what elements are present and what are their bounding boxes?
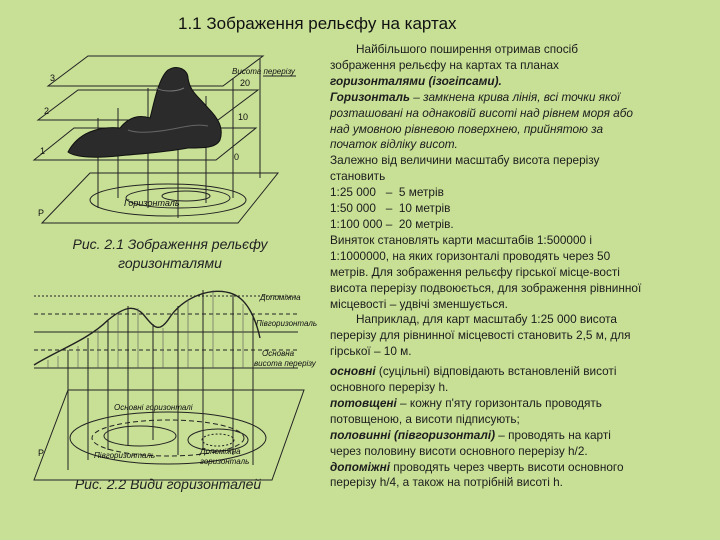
label-contour: Горизонталь: [124, 198, 180, 208]
type-thick-line2: потовщеною, а висоти підписують;: [330, 411, 520, 426]
plane-3: [48, 56, 263, 86]
type-supp-line1: [330, 460, 710, 476]
p2-def-l1: – замкнена крива лінія, всі точки якої: [410, 89, 620, 104]
label-p1: Р: [38, 208, 45, 218]
p5-line1: Наприклад, для карт масштабу 1:25 000 висота: [356, 312, 617, 327]
term-half: половинні (півгоризонталі): [330, 427, 496, 442]
p2-def-l2: розташовані на однаковій висоті над рівнем моря або: [330, 105, 633, 120]
label-half: Півгоризонталь: [256, 319, 318, 328]
figure2-caption: Рис. 2.2 Види горизонталей: [74, 476, 262, 492]
scale-row-2: 1:50 000 – 10 метрів: [330, 201, 451, 216]
slide-title: 1.1 Зображення рельєфу на картах: [178, 14, 457, 33]
label-main-height-2: висота перерізу: [254, 359, 316, 368]
scale-row-1: 1:25 000 – 5 метрів: [330, 185, 444, 200]
type-half-def: – проводять на карті: [495, 427, 611, 442]
type-thick-line1: [330, 396, 710, 412]
p3-line2: становить: [330, 169, 386, 184]
p1-line2: зображення рельєфу на картах та планах: [330, 57, 559, 72]
label-n3: 3: [50, 73, 56, 83]
scale-row-3: 1:100 000 – 20 метрів.: [330, 216, 454, 231]
p4-line1: Виняток становлять карти масштабів 1:500000 і: [330, 232, 592, 247]
type-main-line1: [330, 364, 710, 380]
label-main-height-1: Основна: [262, 349, 295, 358]
p5-line2: перерізу для рівнинної місцевості становить 2,5 м, для: [330, 328, 631, 343]
label-main-contours: Основні горизонталі: [114, 403, 193, 412]
p1-bold: горизонталями (ізогіпсами).: [330, 73, 502, 88]
type-half-line2: через половину висоти основного перерізу h/2.: [330, 443, 588, 458]
p5-line3: гірської – 10 м.: [330, 344, 412, 359]
type-supp-def: проводять через чверть висоти основного: [390, 459, 624, 474]
type-main-line2: основного перерізу h.: [330, 380, 449, 395]
label-p2: Р: [38, 448, 45, 458]
p1-line1: Найбільшого поширення отримав спосіб: [356, 42, 578, 56]
type-half-line1: [330, 428, 710, 444]
type-supp-line2: перерізу h/4, а також на потрібній висоті h.: [330, 475, 563, 490]
p2-def-l4: початок відліку висот.: [330, 137, 458, 152]
type-thick-def: – кожну п'яту горизонталь проводять: [396, 395, 602, 410]
label-n2: 2: [44, 106, 50, 116]
label-v20: 20: [240, 78, 251, 88]
term-contour: Горизонталь: [330, 89, 411, 104]
label-n1: 1: [40, 146, 46, 156]
term-main: основні: [330, 364, 376, 379]
label-v10: 10: [238, 112, 249, 122]
type-main-def: (суцільні) відповідають встановленій висоті: [375, 364, 617, 379]
p4-line5: місцевості – удвічі зменшується.: [330, 296, 508, 311]
term-supp: допоміжні: [330, 459, 391, 474]
label-supp-bottom-2: горизонталь: [200, 457, 250, 466]
p3-line1: Залежно від величини масштабу висота перерізу: [330, 153, 600, 168]
label-v0: 0: [234, 152, 240, 162]
figure1-caption-line2: горизонталями: [118, 255, 222, 271]
label-supplementary: Допоміжна: [260, 293, 301, 302]
contour-types-figure: [28, 280, 328, 495]
p4-line3: метрів. Для зображення рельєфу гірської місце-вості: [330, 264, 620, 279]
p4-line2: 1:1000000, на яких горизонталі проводять через 50: [330, 248, 611, 263]
p2-line1: [330, 90, 710, 106]
text-column: [330, 42, 710, 491]
figure1-caption: [55, 235, 285, 273]
hill-body: [68, 68, 221, 158]
term-thick: потовщені: [330, 395, 397, 410]
p2-def-l3: над умовною рівневою поверхнею, прийнятою за: [330, 121, 604, 136]
label-half-bottom: Півгоризонталь: [94, 451, 156, 460]
label-section-height: Висота перерізу: [232, 67, 295, 76]
label-supp-bottom-1: Допоміжна: [200, 447, 241, 456]
p4-line4: висота перерізу подвоюється, для зображення рівнинної: [330, 280, 642, 295]
figure1-caption-line1: Рис. 2.1 Зображення рельєфу: [72, 236, 268, 252]
